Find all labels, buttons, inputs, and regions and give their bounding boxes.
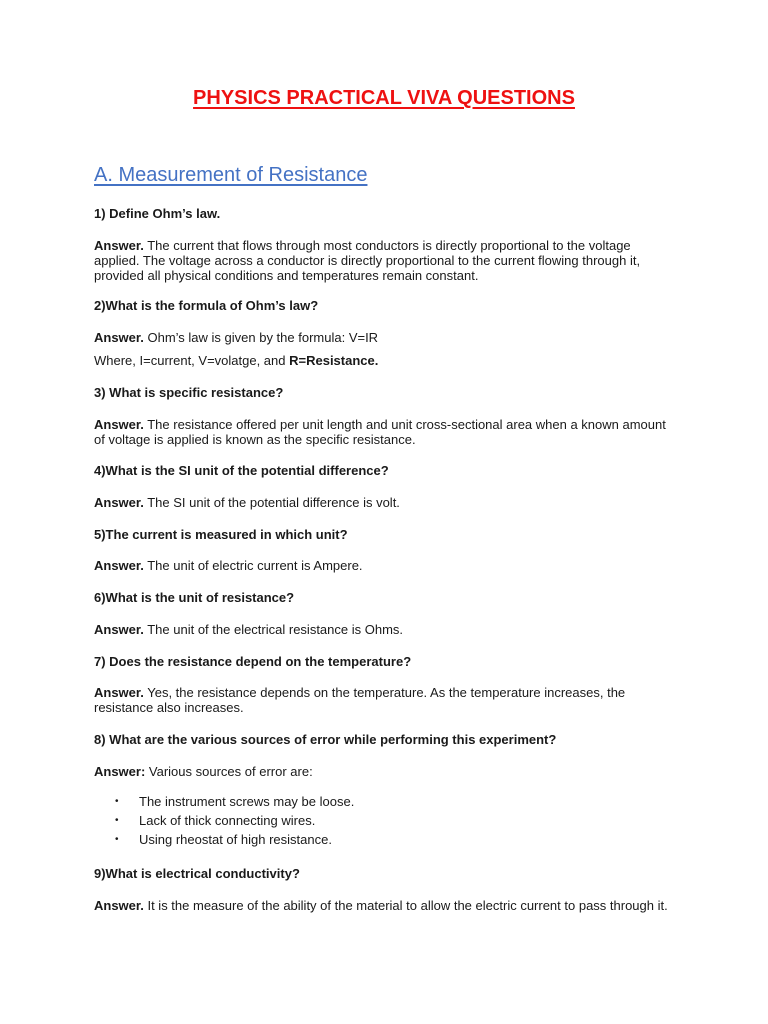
list-item-text: The instrument screws may be loose. [139, 794, 355, 809]
question-3: 3) What is specific resistance? [94, 385, 284, 400]
answer-8 [94, 764, 674, 779]
question-1: 1) Define Ohm’s law. [94, 206, 221, 221]
answer-label: Answer. [94, 898, 144, 913]
answer-label: Answer. [94, 685, 144, 700]
list-item [94, 830, 494, 849]
answer-label: Answer. [94, 238, 144, 253]
answer-extra-bold: R=Resistance. [289, 353, 379, 368]
answer-6 [94, 622, 674, 637]
answer-9 [94, 898, 674, 913]
answer-label: Answer. [94, 558, 144, 573]
answer-text: The SI unit of the potential difference is volt. [143, 495, 400, 510]
answer-label: Answer. [94, 417, 144, 432]
answer-3 [94, 417, 674, 447]
question-4: 4)What is the SI unit of the potential difference? [94, 463, 389, 478]
answer-text: The unit of electric current is Ampere. [143, 558, 363, 573]
bullet-icon: • [115, 796, 119, 807]
answer-5 [94, 558, 674, 573]
answer-text: The current that flows through most conductors is directly proportional to the voltage applied. The voltage across a conductor is directly proportional to the current flowing through it, provided all physical conditions and temperatures remain constant. [94, 238, 641, 283]
bullet-icon: • [115, 815, 119, 826]
question-8: 8) What are the various sources of error while performing this experiment? [94, 732, 557, 747]
answer-label: Answer: [94, 764, 146, 779]
answer-2 [94, 330, 674, 345]
answer-text: Yes, the resistance depends on the temperature. As the temperature increases, the resistance also increases. [94, 685, 626, 715]
answer-text: It is the measure of the ability of the material to allow the electric current to pass through it. [143, 898, 668, 913]
question-7: 7) Does the resistance depend on the temperature? [94, 654, 412, 669]
answer-label: Answer. [94, 330, 144, 345]
question-9: 9)What is electrical conductivity? [94, 866, 300, 881]
answer-text: Various sources of error are: [145, 764, 313, 779]
list-item-text: Using rheostat of high resistance. [139, 832, 332, 847]
answer-2-detail [94, 353, 674, 368]
question-6: 6)What is the unit of resistance? [94, 590, 295, 605]
answer-label: Answer. [94, 495, 144, 510]
list-item-text: Lack of thick connecting wires. [139, 813, 316, 828]
question-2: 2)What is the formula of Ohm’s law? [94, 298, 319, 313]
page-title: PHYSICS PRACTICAL VIVA QUESTIONS [193, 87, 575, 109]
question-5: 5)The current is measured in which unit? [94, 527, 348, 542]
bullet-icon: • [115, 834, 119, 845]
answer-1 [94, 238, 674, 283]
answer-extra-text: Where, I=current, V=volatge, and [94, 353, 290, 368]
error-sources-list [94, 792, 494, 849]
answer-label: Answer. [94, 622, 144, 637]
answer-text: The unit of the electrical resistance is Ohms. [143, 622, 404, 637]
list-item [94, 811, 494, 830]
answer-text: Ohm’s law is given by the formula: V=IR [143, 330, 379, 345]
answer-text: The resistance offered per unit length and unit cross-sectional area when a known amount of voltage is applied is known as the specific resistance. [94, 417, 666, 447]
answer-7 [94, 685, 674, 715]
section-heading: A. Measurement of Resistance [94, 164, 368, 186]
answer-4 [94, 495, 674, 510]
list-item [94, 792, 494, 811]
